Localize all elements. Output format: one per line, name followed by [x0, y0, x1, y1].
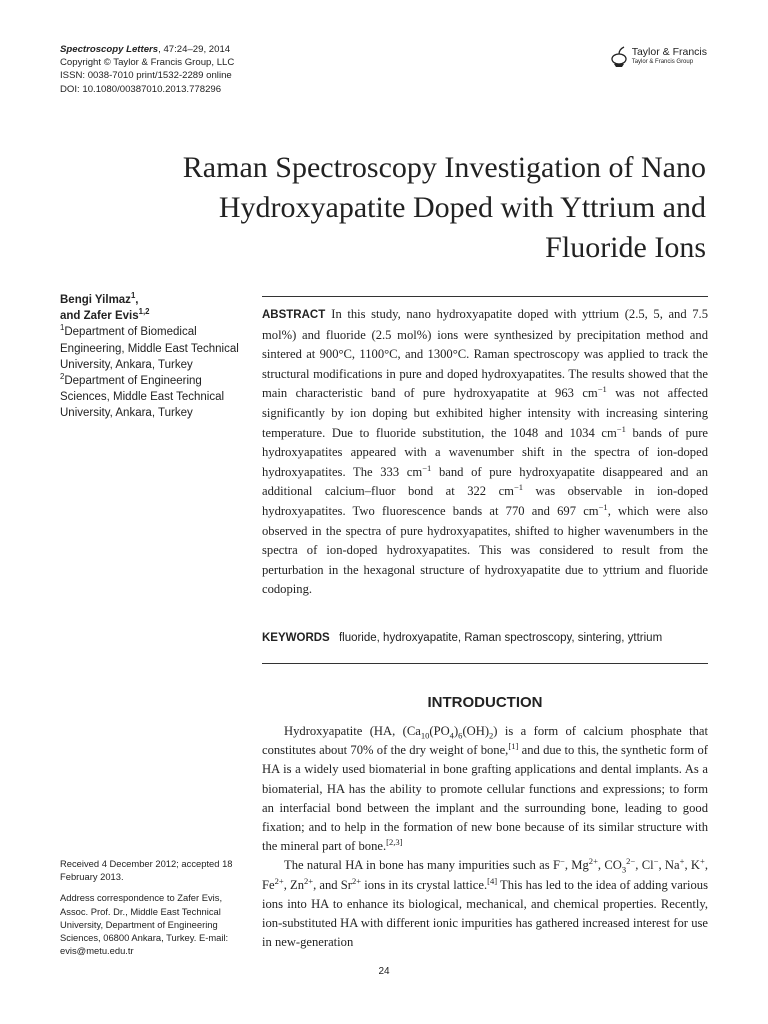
intro-paragraph-1: Hydroxyapatite (HA, $(Ca_{10}(PO_4)_6(OH)_2)$ is a form of calcium phosphate that constitutes about 70% of the dry weight of bone,[1] and due to this, the synthetic form of HA is a widely used biomaterial in bone grafting applications and dental implants. As a biomaterial, HA has the ability to promote cellular functions and expressions; to form an interfacial bond between the implant and the surrounding bone, leading to good fixation; and to help in the formation of new bone because of its similar structure with the mineral part of bone.[2,3] — [262, 724, 708, 854]
correspondence-address: Address correspondence to Zafer Evis, Assoc. Prof. Dr., Middle East Technical University, Department of Engineering Sciences, 06800 Ankara, Turkey. E-mail: evis@metu.edu.tr — [60, 892, 229, 957]
author-names: Bengi Yilmaz$^1$, and Zafer Evis$^{1,2}$ — [60, 291, 150, 323]
title-line-1: Raman Spectroscopy Investigation of Nano — [182, 151, 706, 184]
author-block — [60, 292, 250, 422]
journal-name: Spectroscopy Letters — [60, 44, 159, 55]
introduction-heading: INTRODUCTION — [427, 694, 543, 711]
affiliation-2: $^2$Department of Engineering Sciences, Middle East Technical University, Ankara, Turkey — [60, 372, 225, 420]
journal-volume: , 47:24–29, 2014 — [158, 44, 231, 55]
abstract-top-rule — [262, 296, 708, 297]
author-1-name: Bengi Yilmaz — [60, 294, 131, 306]
keywords-label: KEYWORDS — [262, 632, 330, 644]
citation-ref: [1] — [508, 741, 519, 752]
keywords-text: fluoride, hydroxyapatite, Raman spectroscopy, sintering, yttrium — [338, 632, 663, 644]
journal-copyright: Copyright © Taylor & Francis Group, LLC — [60, 57, 235, 69]
publisher-name: Taylor & Francis — [631, 46, 707, 58]
intro-paragraph-2: The natural HA in bone has many impurities such as F−, $Mg^{2+}$, $CO_3^{2-}$, Cl−, Na+, K+, $Fe^{2+}$, $Zn^{2+}$, and $Sr^{2+}$ ions in its crystal lattice.[4] This has led to the idea of adding various ions into HA to enhance its biological, mechanical, and chemical properties. Recently, ion-substituted HA with different ionic impurities has gathered increased interest for use in new-generation — [262, 856, 708, 950]
author-2-affil-ref: 1,2 — [138, 307, 150, 317]
journal-doi: DOI: 10.1080/00387010.2013.778296 — [60, 83, 222, 95]
keywords — [262, 632, 708, 644]
citation-ref: [4] — [487, 875, 498, 886]
article-title — [60, 148, 706, 268]
publisher-logo — [610, 44, 707, 70]
author-1-affil-ref: 1 — [130, 291, 136, 301]
affiliation-1: $^1$Department of Biomedical Engineering, Middle East Technical University, Ankara, Turkey — [60, 323, 239, 371]
journal-issn: ISSN: 0038-7010 print/1532-2289 online — [60, 70, 232, 82]
author-2-name: and Zafer Evis — [60, 310, 139, 323]
publisher-subtitle: Taylor & Francis Group — [631, 59, 694, 65]
article-notes — [60, 857, 250, 965]
abstract: ABSTRACT In this study, nano hydroxyapatite doped with yttrium (2.5, 5, and 7.5 mol%) and fluoride (2.5 mol%) ions were synthesized by precipitation method and sintered at 900°C, 1100°C, and 1300°C. Raman spectroscopy was applied to track the structural modifications in pure and doped hydroxyapatites. The results showed that the main characteristic band of pure hydroxyapatite at 963 $cm^{-1}$ was not affected significantly by ion doping but exhibited higher intensity with increasing sintering temperature. Due to fluoride substitution, the 1048 and 1034 $cm^{-1}$ bands of pure hydroxyapatites appeared with a wavenumber shift in the spectra of ion-doped hydroxyapatites. The 333 $cm^{-1}$ band of pure hydroxyapatite disappeared and an additional calcium–fluor bond at 322 $cm^{-1}$ was observable in ion-doped hydroxyapatites. Two fluorescence bands at 770 and 697 $cm^{-1}$, which were also observed in the spectra of pure hydroxyapatites, shifted to higher wavenumbers in the spectra of ion-doped hydroxyapatites. This was considered to result from the perturbation in the hexagonal structure of hydroxyapatite due to yttrium and fluoride codoping. — [262, 307, 709, 597]
abstract-label: ABSTRACT — [262, 309, 326, 321]
keywords-bottom-rule — [262, 663, 708, 664]
publisher-lamp-icon — [610, 45, 628, 69]
introduction-body — [262, 722, 708, 952]
journal-info — [60, 43, 380, 96]
journal-citation — [60, 43, 380, 56]
title-line-2: Hydroxyapatite Doped with Yttrium and — [218, 191, 706, 224]
page-number: 24 — [378, 966, 390, 977]
citation-ref: [2,3] — [386, 837, 403, 848]
received-dates: Received 4 December 2012; accepted 18 February 2013. — [60, 858, 233, 883]
title-line-3: Fluoride Ions — [545, 231, 706, 264]
